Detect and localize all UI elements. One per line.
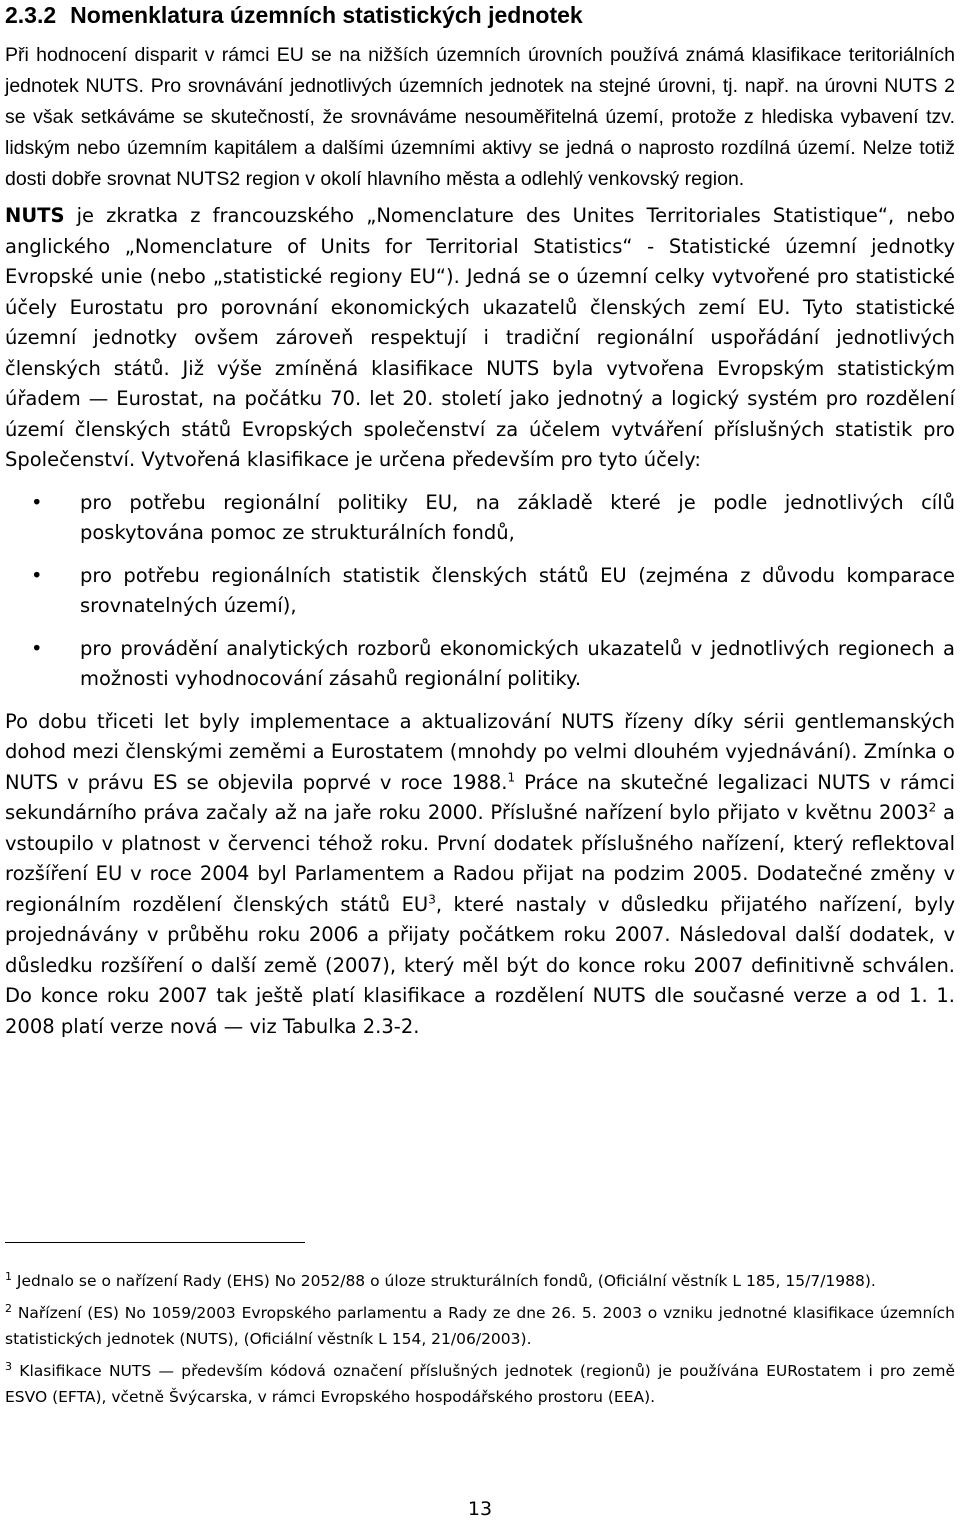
history-text-1: Po dobu třiceti let byly implementace a aktualizování NUTS řízeny díky sérii gentlemanských dohod mezi členskými zeměmi a Eurostatem (mnohdy po velmi dlouhém vyjednávání). Zmínka o NUTS v právu ES se objevila poprvé v roce 1988.	[5, 709, 955, 794]
section-heading	[5, 0, 955, 30]
footnote-text: Klasifikace NUTS — především kódová označení příslušných jednotek (regionů) je používána EURostatem i pro země ESVO (EFTA), včetně Švýcarska, v rámci Evropského hospodářského prostoru (EEA).	[5, 1361, 955, 1406]
nuts-definition-paragraph	[5, 201, 955, 476]
list-item	[5, 488, 955, 549]
footnote-1	[5, 1268, 955, 1295]
footnote-3	[5, 1358, 955, 1411]
footnote-text: Nařízení (ES) No 1059/2003 Evropského parlamentu a Rady ze dne 26. 5. 2003 o vzniku jednotné klasifikace územních statistických jednotek (NUTS), (Oficiální věstník L 154, 21/06/2003).	[5, 1303, 955, 1348]
list-item-text: pro provádění analytických rozborů ekonomických ukazatelů v jednotlivých regionech a možnosti vyhodnocování zásahů regionální politiky.	[80, 636, 955, 690]
list-item-text: pro potřebu regionálních statistik členských států EU (zejména z důvodu komparace srovnatelných území),	[80, 563, 955, 617]
history-text-3: a vstoupilo v platnost v červenci téhož roku. První dodatek příslušného nařízení, který reflektoval rozšíření EU v roce 2004 byl Parlamentem a Radou přijat na podzim 2005. Dodatečné změny v regionálním rozdělení členských států EU	[5, 801, 955, 916]
history-text-2: Práce na skutečné legalizaci NUTS v rámci sekundárního práva začaly až na jaře roku 2000. Příslušné nařízení bylo přijato v květnu 2003	[5, 770, 956, 824]
intro-paragraph: Při hodnocení disparit v rámci EU se na nižších územních úrovních používá známá klasifikace teritoriálních jednotek NUTS. Pro srovnávání jednotlivých územních jednotek na stejné úrovni, tj. např. na úrovni NUTS 2 se však setkáváme se skutečností, že srovnáváme nesouměřitelná území, protože z hlediska vybavení tzv. lidským nebo územním kapitálem a dalšími územními aktivy se jedná o naprosto rozdílná území. Nelze totiž dosti dobře srovnat NUTS2 region v okolí hlavního města a odlehlý venkovský region.	[5, 44, 955, 190]
footnote-mark: 3	[5, 1359, 12, 1373]
section-title: Nomenklatura územních statistických jednotek	[70, 2, 583, 28]
section-number: 2.3.2	[5, 2, 57, 28]
footnote-mark: 2	[5, 1301, 12, 1315]
nuts-definition-text: je zkratka z francouzského „Nomenclature des Unites Territoriales Statistique“, nebo anglického „Nomenclature of Units for Territorial Statistics“ - Statistické územní jednotky Evropské unie (nebo „statistické regiony EU“). Jedná se o územní celky vytvořené pro statistické účely Eurostatu pro porovnání ekonomických ukazatelů členských zemí EU. Tyto statistické územní jednotky ovšem zároveň respektují i tradiční regionální uspořádání jednotlivých členských států. Již výše zmíněná klasifikace NUTS byla vytvořena Evropským statistickým úřadem — Eurostat, na počátku 70. let 20. století jako jednotný a logický systém pro rozdělení území členských států Evropských společenství za účelem vytváření příslušných statistik pro Společenství. Vytvořená klasifikace je určena především pro tyto účely:	[5, 204, 955, 471]
history-paragraph	[5, 707, 955, 1043]
footnote-2	[5, 1300, 955, 1353]
bullet-icon: •	[31, 490, 43, 514]
footnote-text: Jednalo se o nařízení Rady (EHS) No 2052/88 o úloze strukturálních fondů, (Oficiální věstník L 185, 15/7/1988).	[12, 1272, 876, 1290]
bullet-icon: •	[31, 636, 43, 660]
purpose-list	[5, 488, 955, 695]
footnote-separator	[5, 1242, 305, 1243]
list-item	[5, 561, 955, 622]
nuts-bold-term: NUTS	[5, 204, 65, 227]
page-number: 13	[467, 1498, 493, 1520]
list-item-text: pro potřebu regionální politiky EU, na základě které je podle jednotlivých cílů poskytována pomoc ze strukturálních fondů,	[80, 490, 955, 544]
footnote-ref-3[interactable]: 3	[428, 892, 436, 906]
list-item	[5, 634, 955, 695]
document-page	[5, 0, 955, 1042]
footnotes	[5, 1268, 955, 1416]
bullet-icon: •	[31, 563, 43, 587]
footnote-mark: 1	[5, 1269, 12, 1283]
history-text-4: , které nastaly v důsledku přijatého nařízení, byly projednávány v průběhu roku 2006 a přijaty počátkem roku 2007. Následoval další dodatek, v důsledku rozšíření o další země (2007), který měl být do konce roku 2007 definitivně schválen. Do konce roku 2007 tak ještě platí klasifikace a rozdělení NUTS dle současné verze a od 1. 1. 2008 platí verze nová — viz Tabulka 2.3-2.	[5, 892, 955, 1038]
footnote-ref-2[interactable]: 2	[928, 800, 937, 815]
footnote-ref-1[interactable]: 1	[507, 770, 516, 784]
